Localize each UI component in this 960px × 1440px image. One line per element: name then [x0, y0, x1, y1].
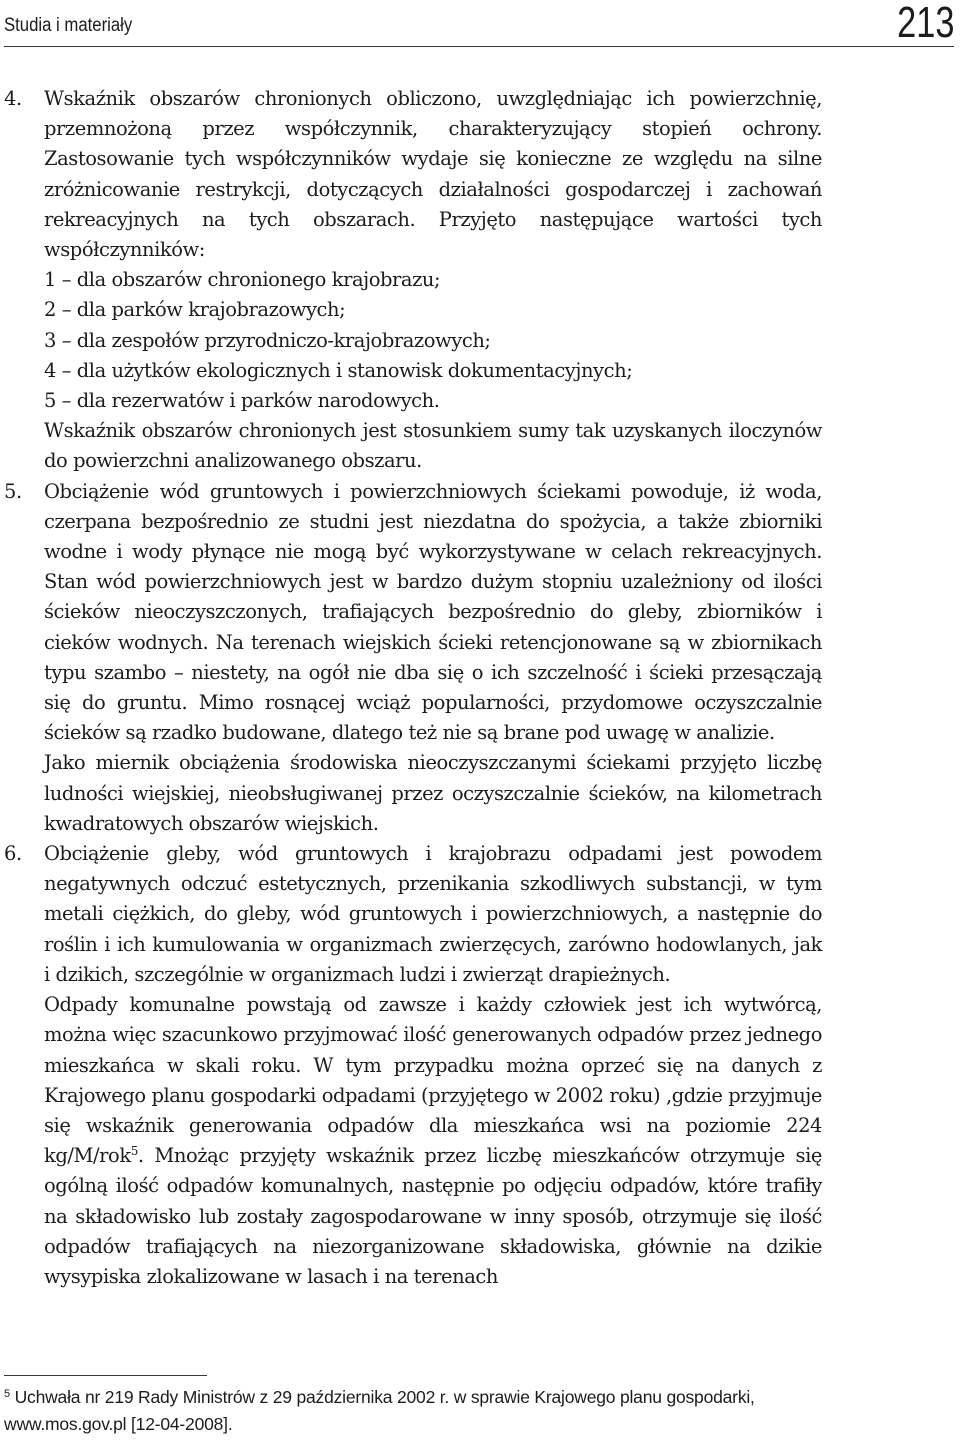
coefficient-line: 5 – dla rezerwatów i parków narodowych.: [44, 389, 440, 413]
page-number: 213: [896, 0, 954, 47]
running-title: Studia i materiały: [4, 15, 133, 36]
paragraph: Obciążenie wód gruntowych i powierzchniowych ściekami powoduje, iż woda, czerpana bezpośrednio ze studni jest niezdatna do spożycia, a także zbiorniki wodne i wody płynące nie mogą być wykorzystywane w celach rekreacyjnych. Stan wód powierzchniowych jest w bardzo dużym stopniu uzależniony od ilości ścieków nieoczyszczonych, trafiających bezpośrednio do gleby, zbiorników i cieków wodnych. Na terenach wiejskich ścieki retencjonowane są w zbiornikach typu szambo – niestety, na ogół nie dba się o ich szczelność i ścieki przesączają się do gruntu. Mimo rosnącej wciąż popularności, przydomowe oczyszczalnie ścieków są rzadko budowane, dlatego też nie są brane pod uwagę w analizie.: [44, 479, 822, 745]
coefficient-line: 1 – dla obszarów chronionego krajobrazu;: [44, 268, 441, 292]
paragraph: Wskaźnik obszarów chronionych jest stosunkiem sumy tak uzyskanych iloczynów do powierzchni analizowanego obszaru.: [44, 419, 822, 473]
footnote-text: Uchwała nr 219 Rady Ministrów z 29 października 2002 r. w sprawie Krajowego planu gospodarki, www.mos.gov.pl [12-04-2008].: [4, 1387, 755, 1434]
footnote: [4, 1384, 822, 1438]
list-item-4: [4, 84, 822, 477]
item-number: 6.: [4, 842, 22, 866]
item-number: 4.: [4, 87, 22, 110]
paragraph: [44, 990, 822, 1292]
paragraph: Wskaźnik obszarów chronionych obliczono, uwzględniając ich powierzchnię, przemnożoną przez współczynnik, charakteryzujący stopień ochrony. Zastosowanie tych współczynników wydaje się konieczne ze względu na silne zróżnicowanie restrykcji, dotyczących działalności gospodarczej i zachowań rekreacyjnych na tych obszarach. Przyjęto następujące wartości tych współczynników:: [44, 87, 822, 262]
item-number: 5.: [4, 479, 22, 503]
paragraph-text: . Mnożąc przyjęty wskaźnik przez liczbę mieszkańców otrzymuje się ogólną ilość odpadów komunalnych, następnie po odjęciu odpadów, które trafiły na składowisko lub zostały zagospodarowane w inny sposób, otrzymuje się ilość odpadów trafiających na niezorganizowane składowiska, głównie na dzikie wysypiska zlokalizowane w lasach i na terenach: [44, 1144, 822, 1288]
coefficient-line: 3 – dla zespołów przyrodniczo-krajobrazowych;: [44, 328, 491, 352]
list-item-6: [4, 839, 822, 1292]
paragraph-text: Odpady komunalne powstają od zawsze i każdy człowiek jest ich wytwórcą, można więc szacunkowo przyjmować ilość generowanych odpadów przez jednego mieszkańca w skali roku. W tym przypadku można oprzeć się na danych z Krajowego planu gospodarki odpadami (przyjętego w 2002 roku) ,gdzie przyjmuje się wskaźnik generowania odpadów dla mieszkańca wsi na poziomie 224 kg/M/rok: [44, 993, 822, 1168]
page-header: [4, 0, 954, 47]
footnote-reference: 5: [130, 1144, 138, 1159]
list-item-5: [4, 477, 822, 839]
footnote-divider: [4, 1375, 207, 1376]
coefficient-list: [44, 265, 822, 416]
body-text: [4, 84, 822, 1292]
paragraph: Jako miernik obciążenia środowiska nieoczyszczanymi ściekami przyjęto liczbę ludności wiejskiej, nieobsługiwanej przez oczyszczalnie ścieków, na kilometrach kwadratowych obszarów wiejskich.: [44, 751, 822, 835]
coefficient-line: 4 – dla użytków ekologicznych i stanowisk dokumentacyjnych;: [44, 358, 633, 382]
coefficient-line: 2 – dla parków krajobrazowych;: [44, 298, 346, 322]
footnote-mark: 5: [4, 1388, 10, 1400]
paragraph: Obciążenie gleby, wód gruntowych i krajobrazu odpadami jest powodem negatywnych odczuć estetycznych, przenikania szkodliwych substancji, w tym metali ciężkich, do gleby, wód gruntowych i powierzchniowych, a następnie do roślin i ich kumulowania w organizmach zwierzęcych, zarówno hodowlanych, jak i dzikich, szczególnie w organizmach ludzi i zwierząt drapieżnych.: [44, 842, 822, 986]
